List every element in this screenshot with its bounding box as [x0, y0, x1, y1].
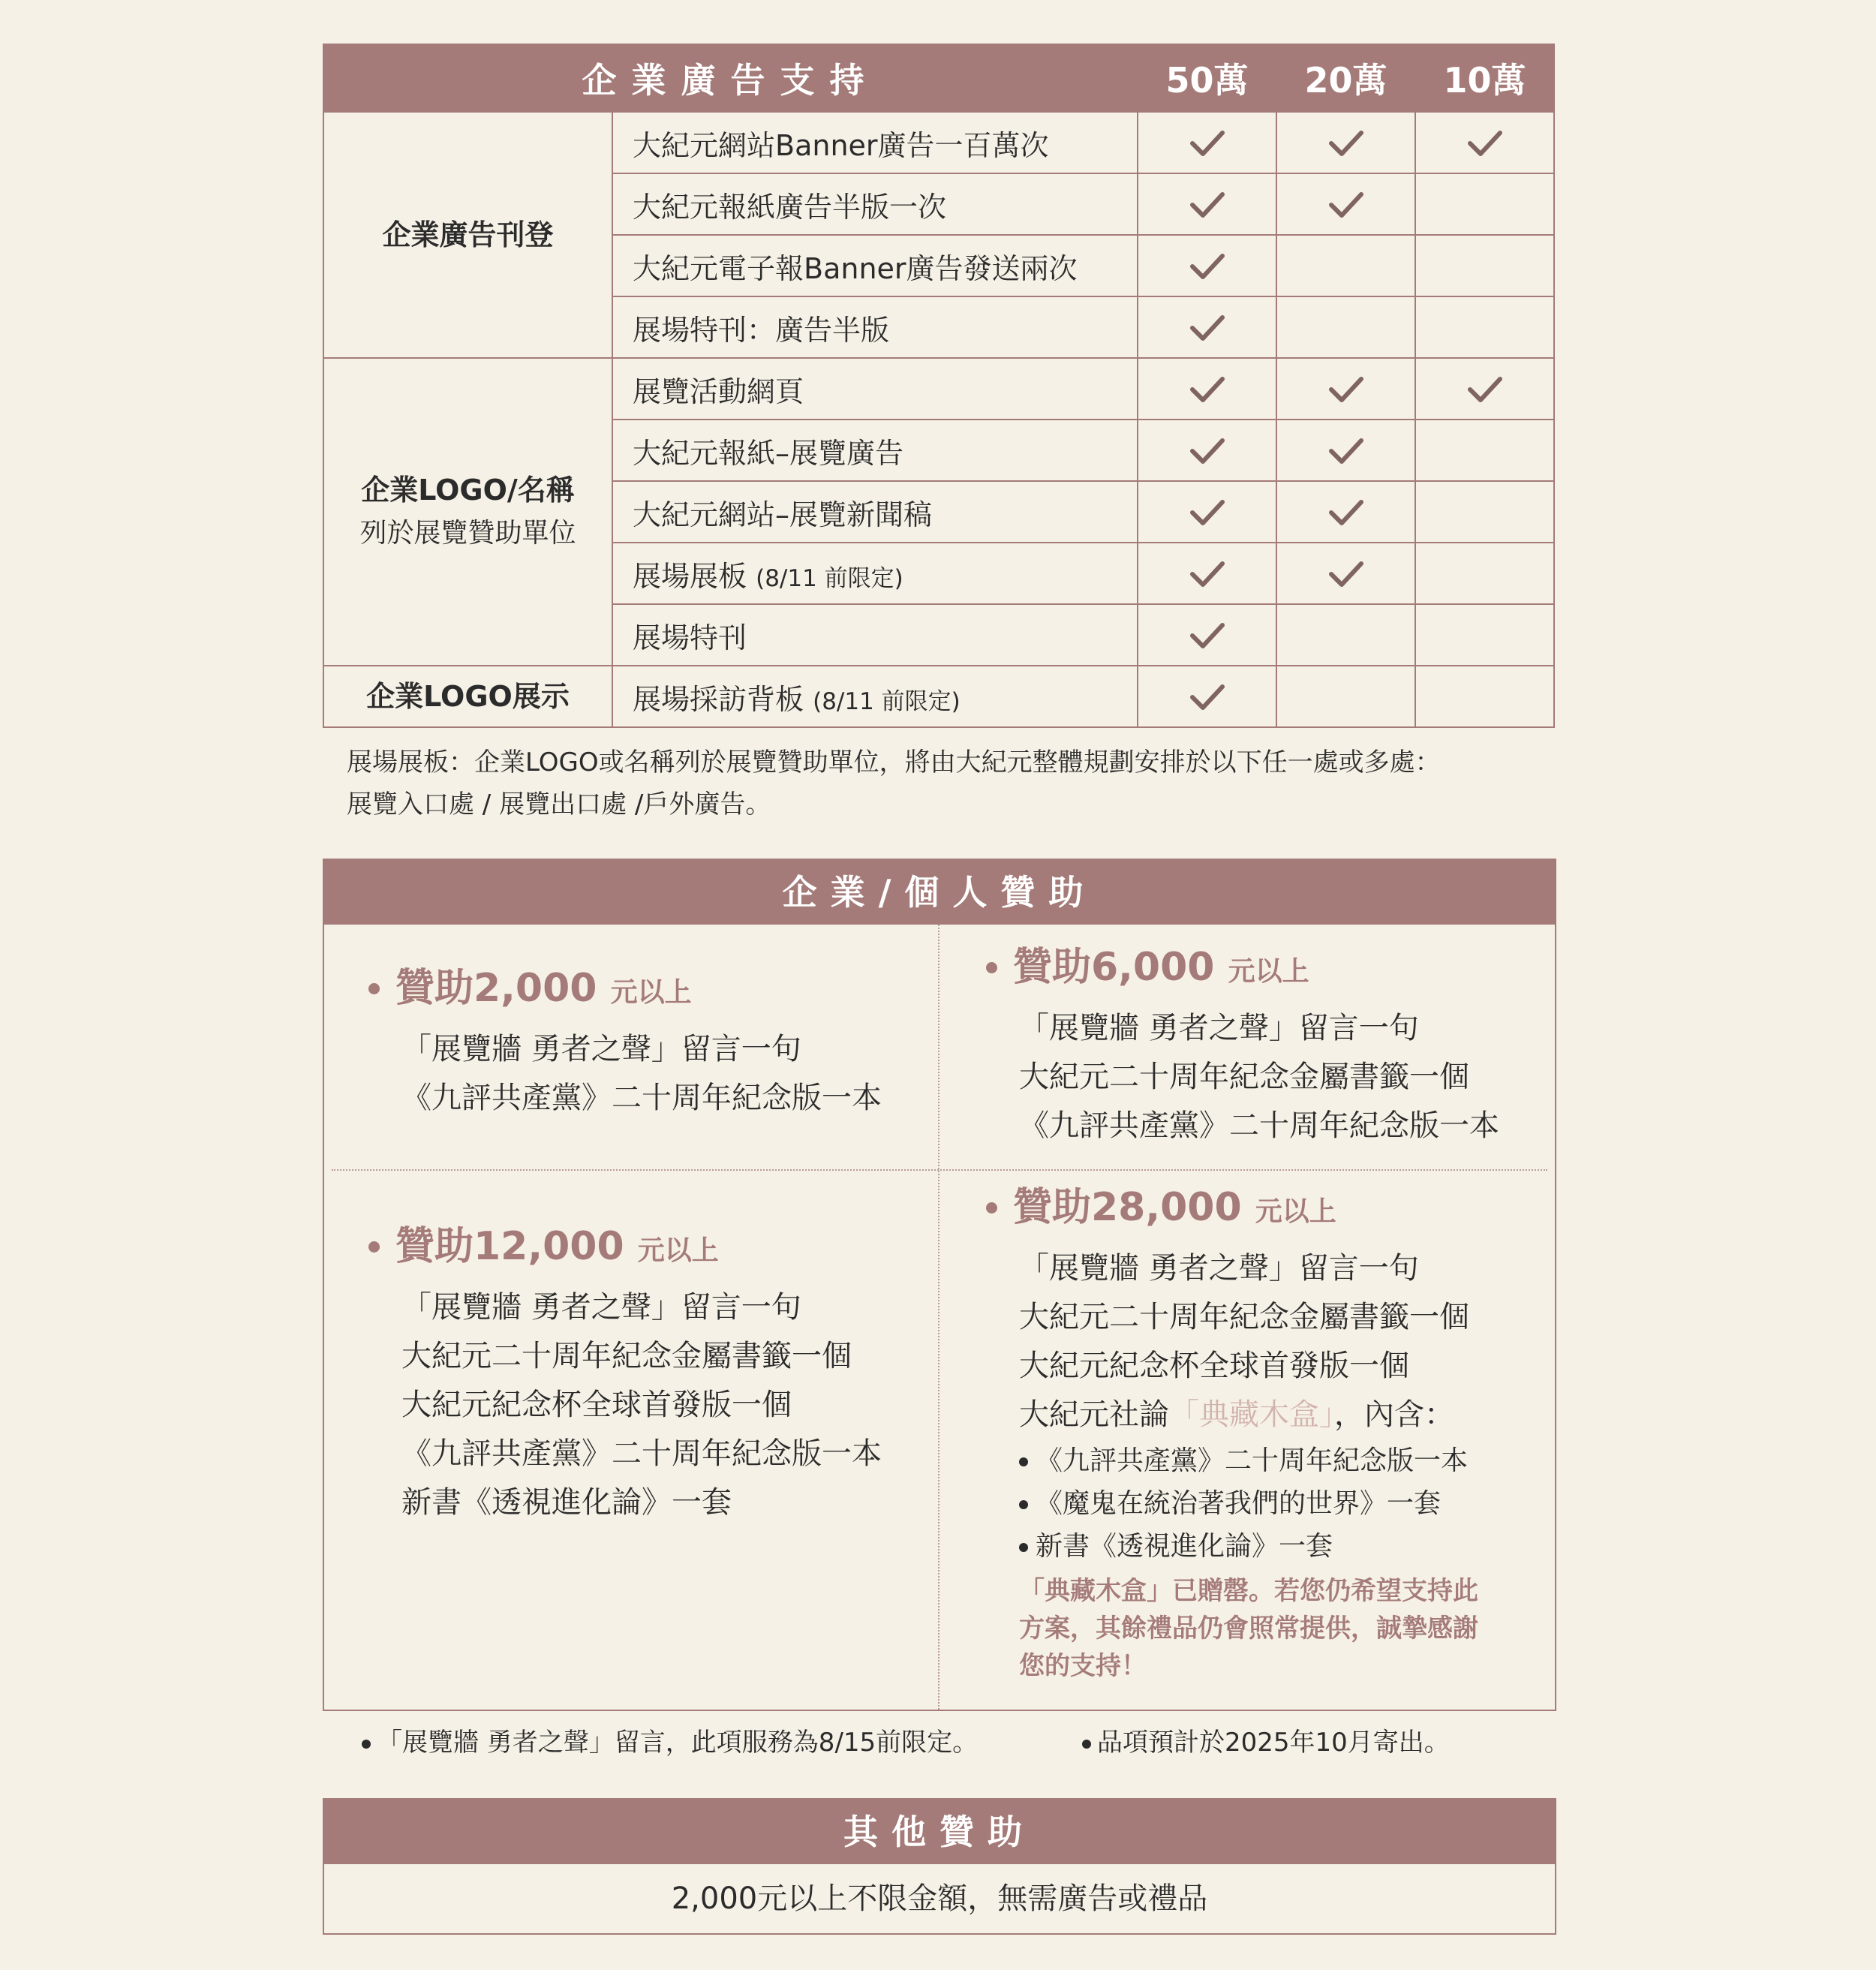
tier-title: [1013, 941, 1499, 998]
tier-line: 新書《透視進化論》一套: [401, 1485, 732, 1520]
wooden-box-line: [1019, 1391, 1478, 1439]
checkmark-icon: [1188, 433, 1227, 466]
tier-check-cell: [1138, 481, 1276, 543]
tier-line: 大紀元二十周年紀念金屬書籤一個: [401, 1339, 852, 1373]
tier-line: 「展覽牆 勇者之聲」留言一句: [1019, 1251, 1419, 1286]
tier-2000: [395, 962, 882, 1123]
bullet-dot-icon: [1019, 1500, 1028, 1509]
tier-amount: 贊助6,000: [1013, 945, 1215, 990]
group-sublabel-text: 列於展覽贊助單位: [359, 518, 576, 549]
tier-check-cell: [1138, 235, 1276, 296]
group-label-text: 企業LOGO/名稱: [361, 474, 575, 507]
sponsor-grid: [324, 925, 1555, 1710]
tier-check-cell: [1138, 420, 1276, 481]
ad-support-row: [323, 112, 1554, 173]
wooden-box-post: ，內含：: [1334, 1397, 1454, 1432]
tier-line: 大紀元二十周年紀念金屬書籤一個: [1019, 1060, 1469, 1094]
tier-check-cell: [1276, 358, 1415, 420]
tier-amount: 贊助2,000: [395, 966, 597, 1011]
tier-check-cell: [1138, 112, 1276, 173]
ad-item-text: 大紀元報紙廣告半版一次: [633, 190, 947, 224]
ad-note-line: 展場展板：企業LOGO或名稱列於展覽贊助單位，將由大紀元整體規劃安排於以下任一處或多處：: [347, 747, 1441, 777]
tier-check-cell: [1276, 420, 1415, 481]
sponsor-box: [323, 859, 1556, 1711]
tier-line: 「展覽牆 勇者之聲」留言一句: [1019, 1011, 1419, 1045]
tier-check-cell: [1276, 112, 1415, 173]
notice-line: 「典藏木盒」已贈罄。若您仍希望支持此: [1019, 1576, 1478, 1606]
ad-item-text: 展場展板: [633, 559, 756, 593]
tier-line: 《九評共產黨》二十周年紀念版一本: [401, 1081, 882, 1115]
sponsor-notes: [323, 1711, 1553, 1773]
bullet-dot-icon: [986, 1202, 997, 1214]
ad-support-header: [323, 44, 1554, 112]
other-sponsor-title: 其他贊助: [324, 1800, 1555, 1864]
tier-10-header: 10萬: [1415, 44, 1554, 112]
tier-line: 《九評共產黨》二十周年紀念版一本: [401, 1436, 882, 1471]
ad-item-text: 大紀元網站–展覽新聞稿: [633, 498, 933, 531]
bullet-dot-icon: [1019, 1457, 1028, 1466]
tier-check-cell: [1415, 604, 1554, 666]
checkmark-icon: [1188, 679, 1227, 712]
tier-check-cell: [1415, 666, 1554, 727]
checkmark-icon: [1327, 433, 1366, 466]
tier-check-cell: [1415, 235, 1554, 296]
tier-check-cell: [1415, 420, 1554, 481]
horizontal-divider: [332, 1169, 1547, 1171]
tier-check-cell: [1276, 481, 1415, 543]
tier-unit: 元以上: [1255, 1196, 1336, 1227]
wooden-box-item: 新書《透視進化論》一套: [1019, 1525, 1478, 1568]
ad-support-note: [347, 741, 1553, 826]
tier-check-cell: [1415, 112, 1554, 173]
tier-6000: [1013, 941, 1499, 1150]
other-sponsor-text: 2,000元以上不限金額，無需廣告或禮品: [671, 1881, 1208, 1916]
tier-check-cell: [1276, 173, 1415, 235]
tier-amount: 贊助12,000: [395, 1224, 624, 1269]
checkmark-icon: [1188, 618, 1227, 651]
tier-check-cell: [1415, 358, 1554, 420]
tier-unit: 元以上: [637, 1235, 719, 1266]
ad-item-text: 大紀元報紙–展覽廣告: [633, 436, 904, 470]
wooden-box-item: 《魔鬼在統治著我們的世界》一套: [1019, 1482, 1478, 1525]
sold-out-notice: [1019, 1572, 1478, 1685]
group-label-text: 企業LOGO展示: [366, 680, 570, 713]
tier-28000: [1013, 1181, 1478, 1685]
ad-item-text: 大紀元電子報Banner廣告發送兩次: [633, 251, 1078, 285]
ad-item: [612, 481, 1138, 543]
checkmark-icon: [1466, 125, 1505, 158]
ad-support-row: [323, 358, 1554, 420]
group-label-text: 企業廣告刊登: [382, 218, 554, 251]
checkmark-icon: [1188, 125, 1227, 158]
tier-check-cell: [1138, 173, 1276, 235]
tier-check-cell: [1415, 296, 1554, 358]
checkmark-icon: [1188, 371, 1227, 405]
ad-item-note: (8/11 前限定): [813, 687, 961, 715]
notice-line: 您的支持！: [1019, 1651, 1147, 1681]
tier-check-cell: [1138, 358, 1276, 420]
checkmark-icon: [1188, 248, 1227, 281]
ad-item: [612, 112, 1138, 173]
tier-line: 「展覽牆 勇者之聲」留言一句: [401, 1290, 801, 1325]
note-message-deadline: 「展覽牆 勇者之聲」留言，此項服務為8/15前限定。: [362, 1722, 978, 1758]
wooden-box-pre: 大紀元社論: [1019, 1397, 1169, 1432]
checkmark-icon: [1188, 187, 1227, 220]
ad-item-note: (8/11 前限定): [756, 564, 903, 592]
tier-line: 《九評共產黨》二十周年紀念版一本: [1019, 1108, 1499, 1143]
bullet-dot-icon: [986, 962, 997, 973]
bullet-dot-icon: [1019, 1543, 1028, 1552]
tier-check-cell: [1415, 173, 1554, 235]
ad-item: [612, 296, 1138, 358]
wooden-box-item: 《九評共產黨》二十周年紀念版一本: [1019, 1439, 1478, 1482]
tier-line: 大紀元紀念杯全球首發版一個: [1019, 1349, 1409, 1383]
ad-item-text: 展覽活動網頁: [633, 374, 804, 408]
checkmark-icon: [1188, 556, 1227, 589]
tier-check-cell: [1138, 666, 1276, 727]
tier-check-cell: [1276, 235, 1415, 296]
tier-check-cell: [1415, 481, 1554, 543]
checkmark-icon: [1188, 310, 1227, 343]
checkmark-icon: [1327, 371, 1366, 405]
notice-line: 方案，其餘禮品仍會照常提供，誠摯感謝: [1019, 1614, 1478, 1644]
ad-item-text: 展場特刊：廣告半版: [633, 313, 890, 347]
checkmark-icon: [1466, 371, 1505, 405]
sponsor-title: 企業/個人贊助: [324, 860, 1555, 925]
tier-check-cell: [1276, 666, 1415, 727]
bullet-dot-icon: [1082, 1740, 1091, 1749]
ad-item: [612, 420, 1138, 481]
checkmark-icon: [1188, 495, 1227, 528]
tier-check-cell: [1276, 296, 1415, 358]
ad-item: [612, 358, 1138, 420]
other-sponsor-box: [323, 1798, 1556, 1935]
ad-support-row: [323, 666, 1554, 727]
checkmark-icon: [1327, 125, 1366, 158]
checkmark-icon: [1327, 495, 1366, 528]
checkmark-icon: [1327, 187, 1366, 220]
ad-group-label: [323, 358, 612, 666]
ad-group-label: [323, 666, 612, 727]
tier-50-header: 50萬: [1138, 44, 1276, 112]
vertical-divider: [938, 925, 940, 1710]
tier-line: 大紀元二十周年紀念金屬書籤一個: [1019, 1300, 1469, 1334]
ad-support-table: [323, 44, 1555, 728]
wooden-box-highlight: 「典藏木盒」: [1169, 1397, 1334, 1432]
tier-title: [1013, 1181, 1478, 1238]
note-shipping: 品項預計於2025年10月寄出。: [1082, 1722, 1450, 1758]
ad-item-text: 大紀元網站Banner廣告一百萬次: [633, 128, 1049, 162]
page-container: [323, 44, 1553, 1935]
tier-line: 「展覽牆 勇者之聲」留言一句: [401, 1032, 801, 1066]
tier-check-cell: [1138, 296, 1276, 358]
ad-note-line: 展覽入口處 / 展覽出口處 /戶外廣告。: [347, 790, 771, 820]
tier-line: 大紀元紀念杯全球首發版一個: [401, 1388, 792, 1422]
ad-item: [612, 604, 1138, 666]
ad-item-text: 展場採訪背板: [633, 682, 813, 716]
bullet-dot-icon: [362, 1740, 371, 1749]
tier-12000: [395, 1220, 882, 1527]
tier-unit: 元以上: [610, 977, 692, 1008]
tier-check-cell: [1415, 543, 1554, 604]
bullet-dot-icon: [368, 1241, 380, 1253]
ad-item: [612, 235, 1138, 296]
ad-item-text: 展場特刊: [633, 621, 747, 654]
bullet-dot-icon: [368, 983, 380, 994]
tier-20-header: 20萬: [1276, 44, 1415, 112]
tier-title: [395, 1220, 882, 1277]
tier-unit: 元以上: [1228, 956, 1309, 987]
tier-amount: 贊助28,000: [1013, 1185, 1242, 1230]
ad-item: [612, 543, 1138, 604]
ad-support-title: 企業廣告支持: [323, 44, 1138, 112]
tier-check-cell: [1276, 543, 1415, 604]
ad-item: [612, 666, 1138, 727]
ad-group-label: [323, 112, 612, 358]
checkmark-icon: [1327, 556, 1366, 589]
tier-check-cell: [1138, 604, 1276, 666]
tier-check-cell: [1276, 604, 1415, 666]
ad-item: [612, 173, 1138, 235]
tier-check-cell: [1138, 543, 1276, 604]
tier-title: [395, 962, 882, 1019]
